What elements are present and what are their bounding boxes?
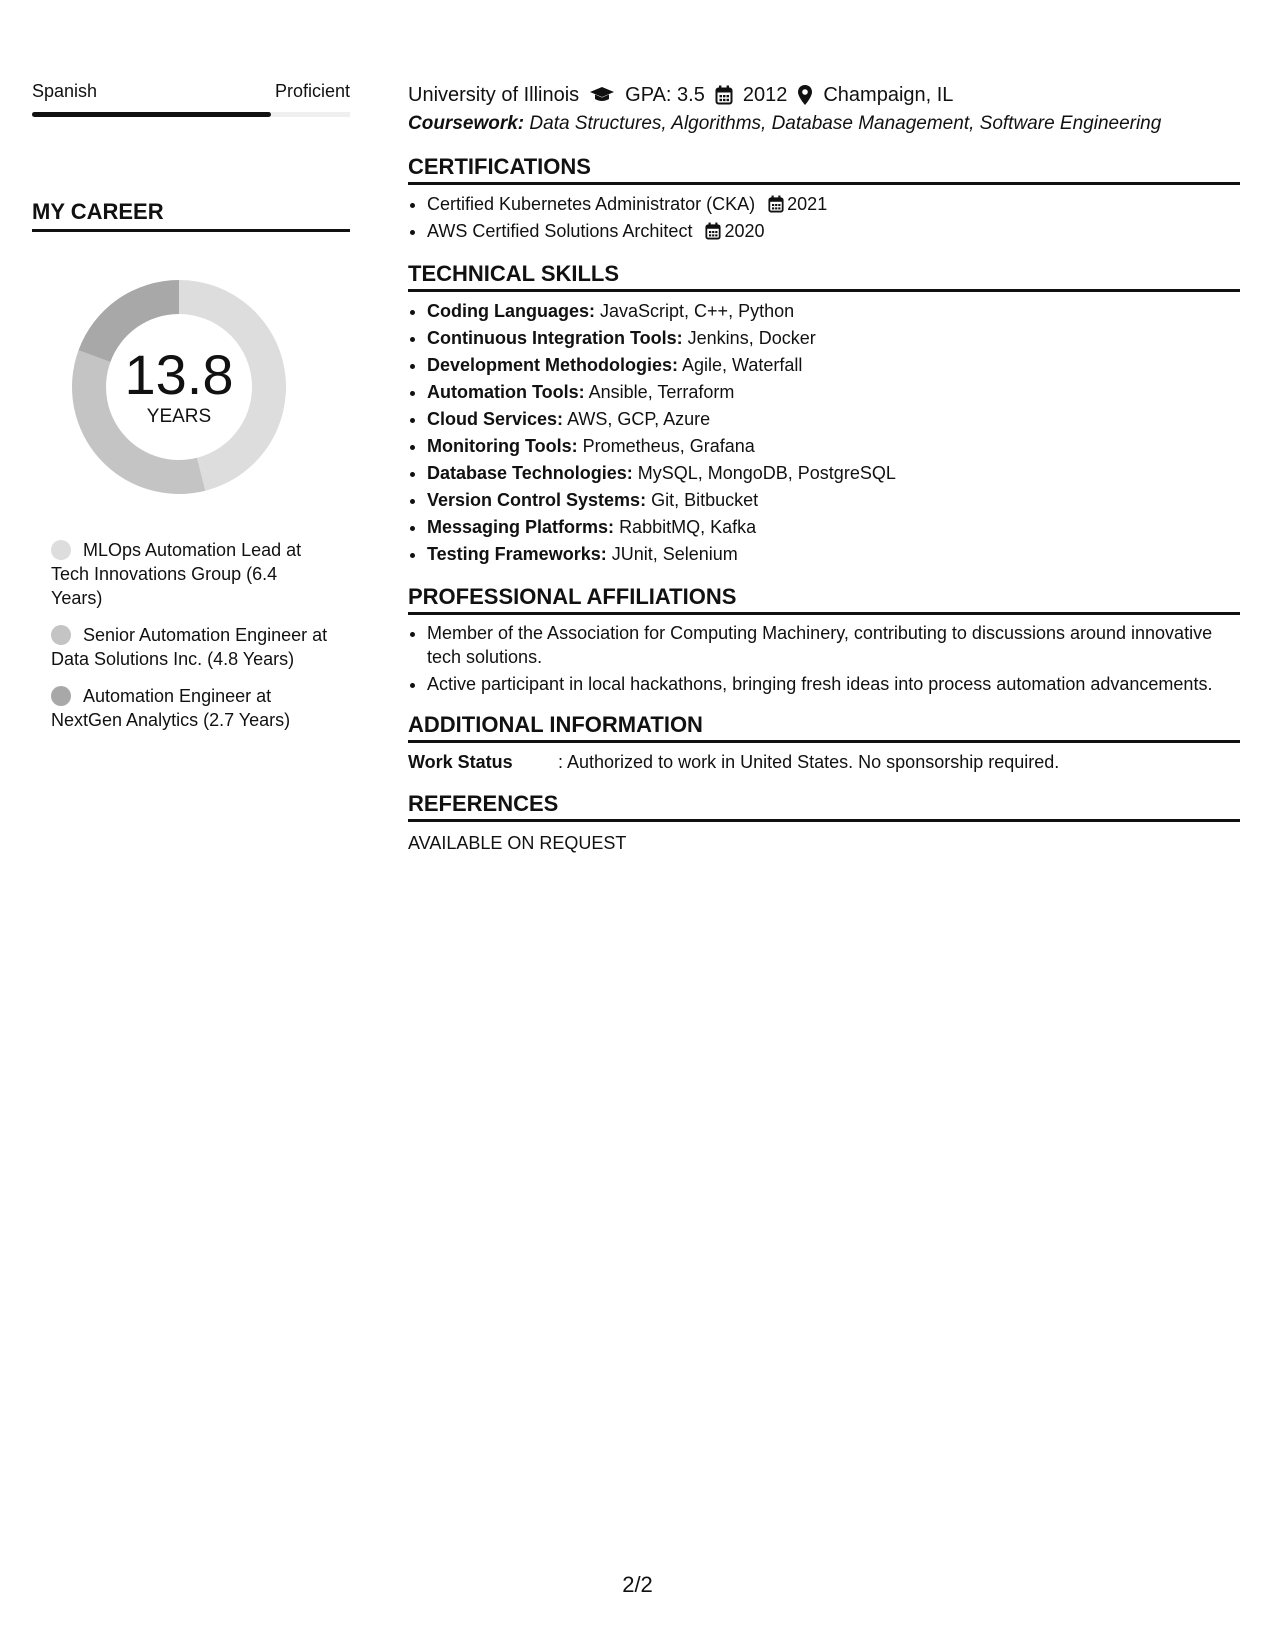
skill-item <box>427 460 1240 487</box>
education-school: University of Illinois <box>408 84 580 106</box>
calendar-icon <box>705 222 721 240</box>
work-status-label: Work Status <box>408 752 513 772</box>
calendar-icon <box>768 195 784 213</box>
legend-item <box>51 684 331 732</box>
affiliations-list <box>408 621 1240 696</box>
skill-label: Continuous Integration Tools: <box>427 328 683 348</box>
language-proficiency-bar <box>32 112 350 117</box>
legend-dot <box>51 540 71 560</box>
certification-year: 2020 <box>724 221 765 241</box>
certifications-title: CERTIFICATIONS <box>408 154 1240 185</box>
skill-item <box>427 514 1240 541</box>
legend-dot <box>51 625 71 645</box>
references-text: AVAILABLE ON REQUEST <box>408 833 627 853</box>
language-proficiency-fill <box>32 112 271 117</box>
skill-label: Database Technologies: <box>427 463 633 483</box>
references-title: REFERENCES <box>408 791 1240 822</box>
education-year: 2012 <box>742 84 788 106</box>
legend-item <box>51 538 331 610</box>
skill-value: MySQL, MongoDB, PostgreSQL <box>637 463 896 483</box>
work-status-row <box>408 749 1240 775</box>
skill-label: Cloud Services: <box>427 409 564 429</box>
additional-info-title: ADDITIONAL INFORMATION <box>408 712 1240 743</box>
skill-item <box>427 325 1240 352</box>
legend-dot <box>51 686 71 706</box>
skill-label: Version Control Systems: <box>427 490 647 510</box>
certification-item <box>427 191 1240 218</box>
calendar-icon <box>715 85 733 105</box>
page-number: 2/2 <box>622 1572 653 1597</box>
education-line <box>408 80 1240 110</box>
language-row <box>32 80 350 102</box>
legend-item <box>51 623 331 671</box>
career-legend <box>51 538 331 732</box>
certification-item <box>427 218 1240 245</box>
skill-value: AWS, GCP, Azure <box>567 409 711 429</box>
skill-item <box>427 379 1240 406</box>
coursework-label: Coursework: <box>408 113 525 134</box>
affiliation-item: • Active participant in local hackathons, bringing fresh ideas into process automation advancements. <box>427 672 1240 696</box>
legend-text: Senior Automation Engineer at Data Solutions Inc. (4.8 Years) <box>51 625 328 669</box>
language-name: Spanish <box>32 81 98 101</box>
language-level: Proficient <box>274 81 350 101</box>
skill-label: Monitoring Tools: <box>427 436 578 456</box>
skill-item <box>427 433 1240 460</box>
affiliations-title: PROFESSIONAL AFFILIATIONS <box>408 584 1240 615</box>
skill-item <box>427 541 1240 568</box>
career-total-unit: YEARS <box>146 406 212 427</box>
skill-label: Automation Tools: <box>427 382 585 402</box>
graduation-cap-icon <box>589 85 615 105</box>
legend-text: MLOps Automation Lead at Tech Innovations Group (6.4 Years) <box>51 540 302 608</box>
certification-year: 2021 <box>787 194 828 214</box>
skill-item <box>427 406 1240 433</box>
career-donut-chart <box>66 274 292 500</box>
skill-label: Development Methodologies: <box>427 355 679 375</box>
work-status-value: : Authorized to work in United States. No sponsorship required. <box>558 752 1060 772</box>
career-total-years: 13.8 <box>124 343 234 406</box>
skill-item <box>427 298 1240 325</box>
certification-name: Certified Kubernetes Administrator (CKA) <box>427 194 756 214</box>
education-location: Champaign, IL <box>823 84 954 106</box>
certification-name: AWS Certified Solutions Architect <box>427 221 693 241</box>
coursework-list: Data Structures, Algorithms, Database Management, Software Engineering <box>529 113 1162 134</box>
skills-list <box>408 298 1240 568</box>
skill-label: Coding Languages: <box>427 301 595 321</box>
skill-value: Agile, Waterfall <box>682 355 803 375</box>
certification-date <box>768 194 827 214</box>
skill-value: Git, Bitbucket <box>651 490 759 510</box>
education-gpa: GPA: 3.5 <box>625 84 705 106</box>
skill-item <box>427 352 1240 379</box>
right-column <box>408 80 1240 856</box>
skill-label: Messaging Platforms: <box>427 517 615 537</box>
skill-value: Jenkins, Docker <box>687 328 816 348</box>
donut-center <box>66 274 292 500</box>
skill-value: JUnit, Selenium <box>611 544 738 564</box>
skill-value: Ansible, Terraform <box>588 382 735 402</box>
coursework <box>408 110 1240 138</box>
location-pin-icon <box>797 84 813 106</box>
skill-value: RabbitMQ, Kafka <box>619 517 757 537</box>
certifications-list <box>408 191 1240 245</box>
legend-text: Automation Engineer at NextGen Analytics (2.7 Years) <box>51 686 291 730</box>
skills-title: TECHNICAL SKILLS <box>408 261 1240 292</box>
skill-value: Prometheus, Grafana <box>582 436 755 456</box>
skill-item <box>427 487 1240 514</box>
skill-label: Testing Frameworks: <box>427 544 607 564</box>
skill-value: JavaScript, C++, Python <box>600 301 795 321</box>
affiliation-item: • Member of the Association for Computing Machinery, contributing to discussions around innovative tech solutions. <box>427 621 1240 669</box>
certification-date <box>705 221 764 241</box>
career-title: MY CAREER <box>32 199 350 232</box>
left-column <box>32 80 350 745</box>
